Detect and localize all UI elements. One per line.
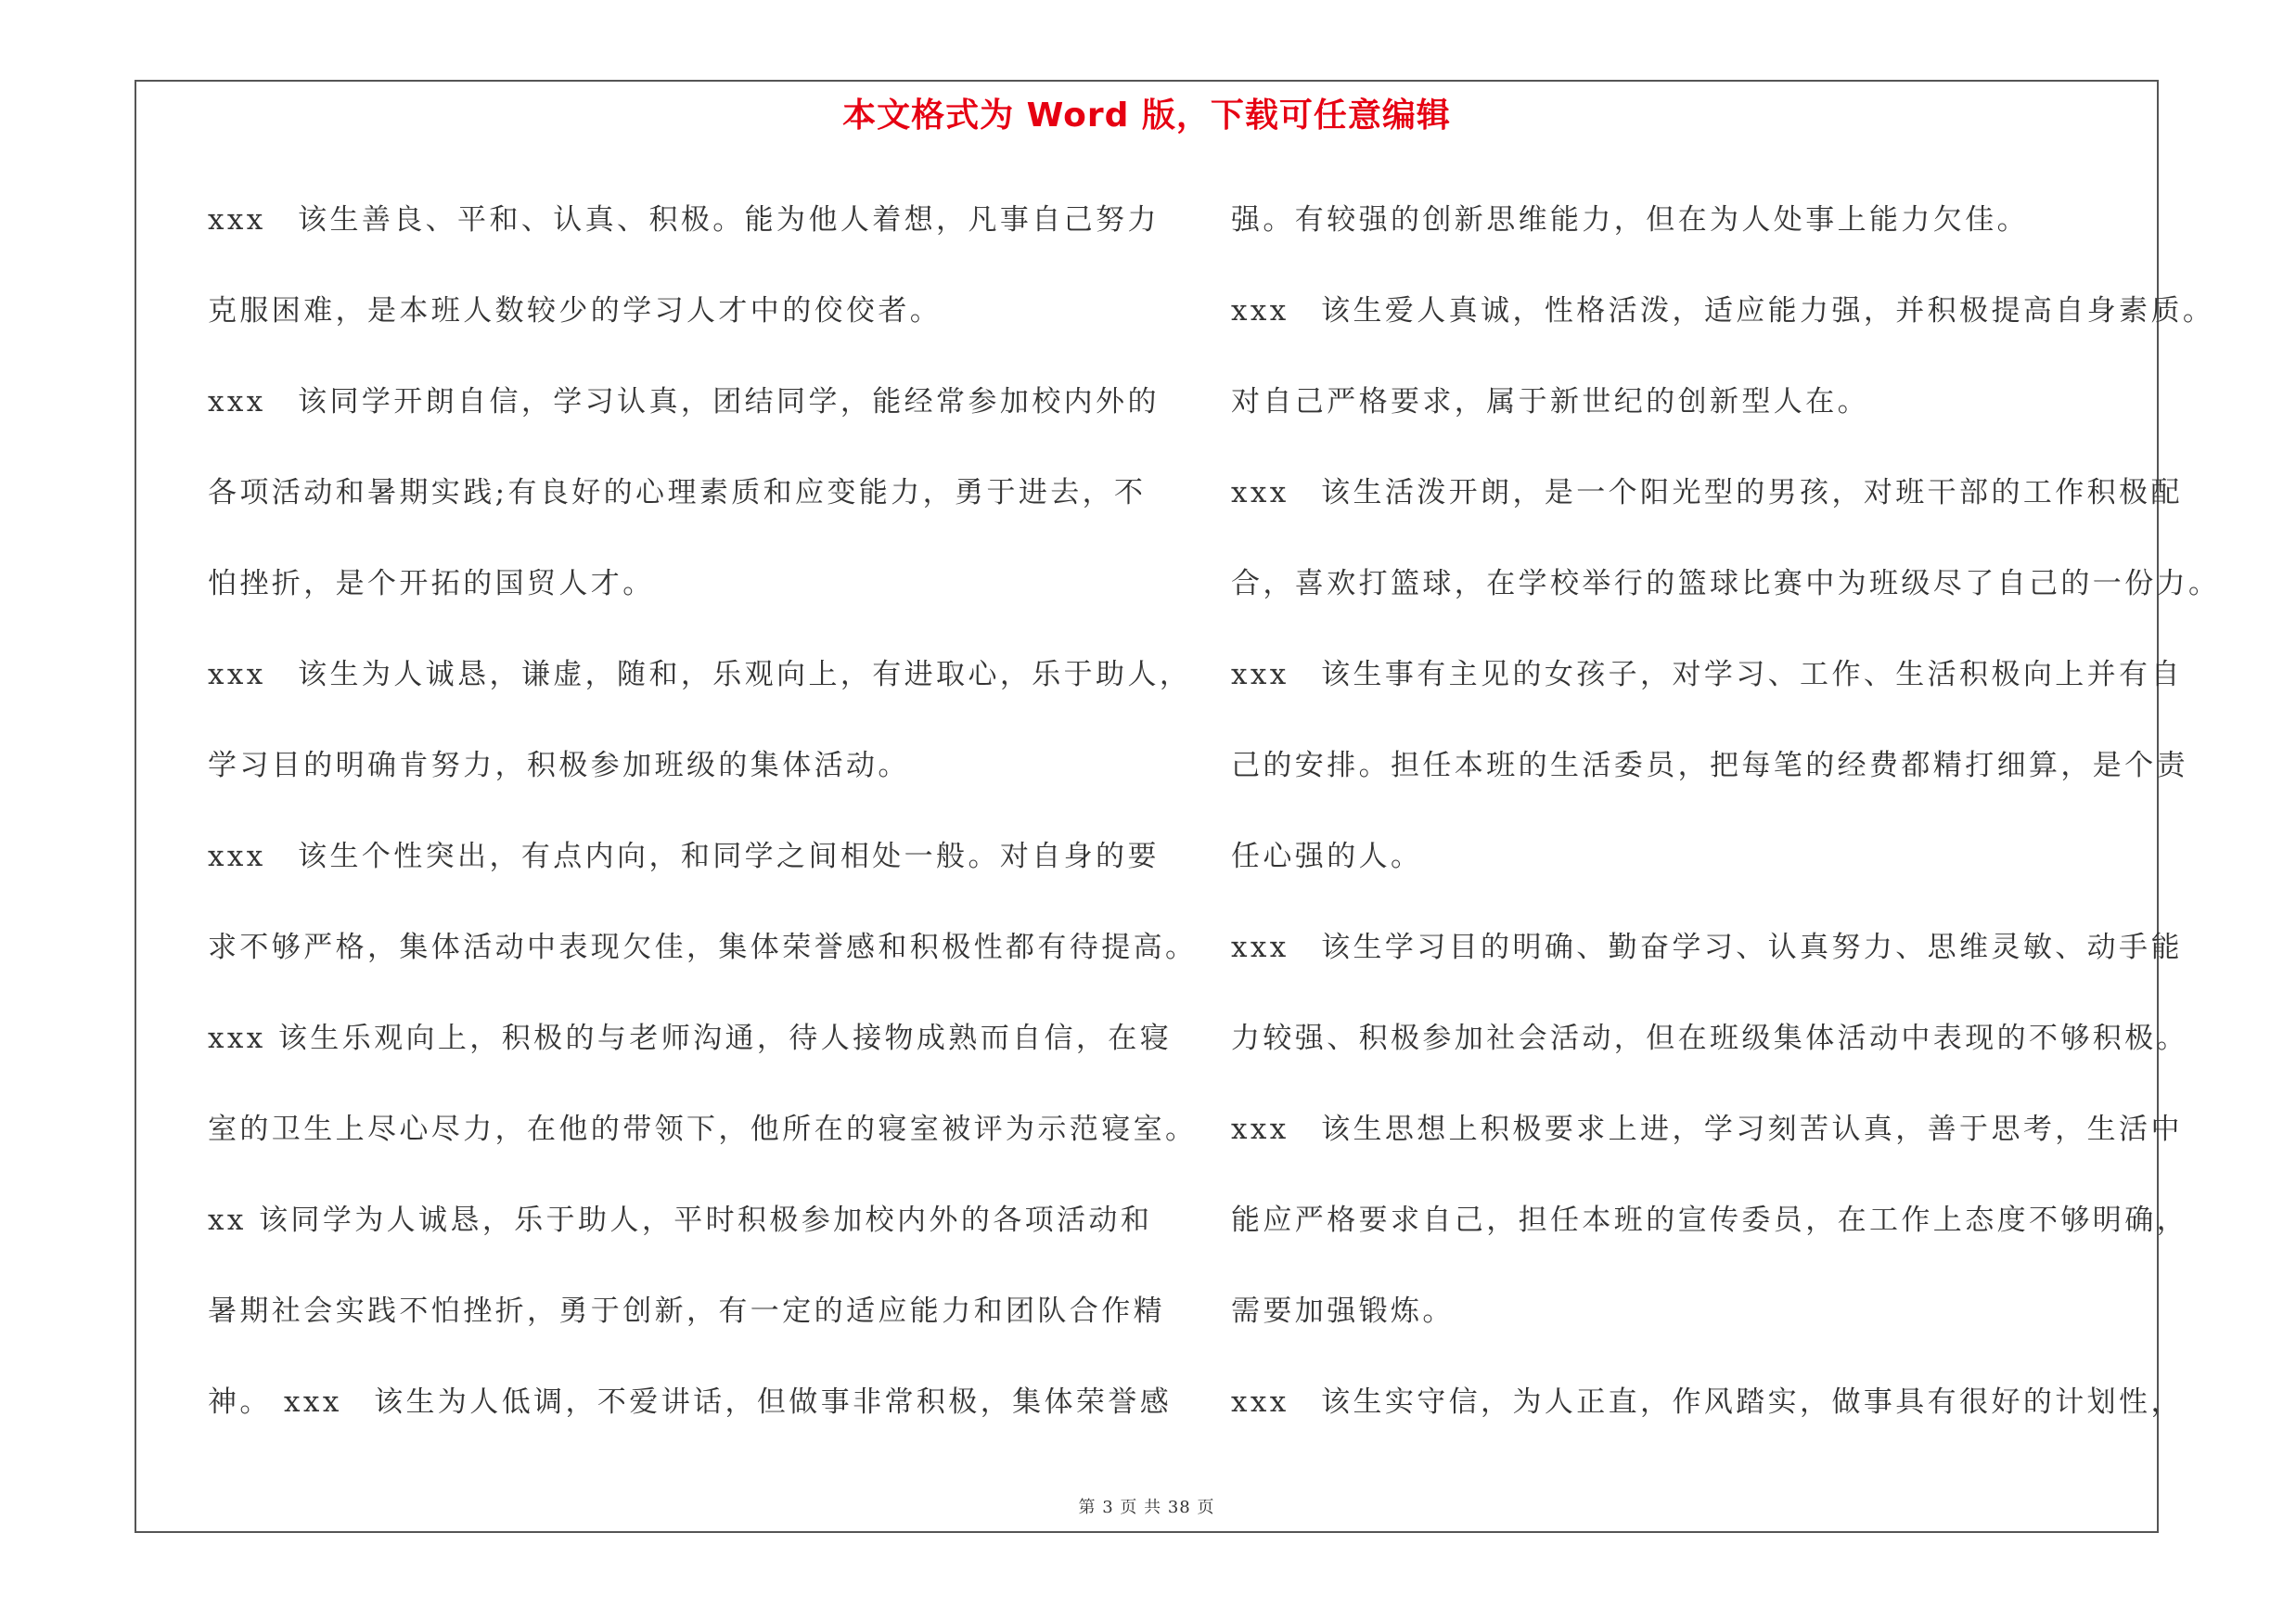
text-line: 室的卫生上尽心尽力，在他的带领下，他所在的寝室被评为示范寝室。 [208, 1113, 1198, 1146]
text-line: xxx 该生事有主见的女孩子，对学习、工作、生活积极向上并有自 [1231, 658, 2183, 691]
text-line: 学习目的明确肯努力，积极参加班级的集体活动。 [208, 749, 910, 782]
text-line: 求不够严格，集体活动中表现欠佳，集体荣誉感和积极性都有待提高。 [208, 931, 1198, 964]
text-line: 合，喜欢打篮球，在学校举行的篮球比赛中为班级尽了自己的一份力。 [1231, 567, 2221, 600]
text-line: 克服困难，是本班人数较少的学习人才中的佼佼者。 [208, 294, 943, 328]
left-column [208, 174, 1198, 1448]
right-column [1231, 174, 2221, 1448]
text-line: 怕挫折，是个开拓的国贸人才。 [208, 567, 655, 600]
text-line: xxx 该生为人诚恳，谦虚，随和，乐观向上，有进取心，乐于助人， [208, 658, 1192, 691]
text-line: xxx 该生学习目的明确、勤奋学习、认真努力、思维灵敏、动手能 [1231, 931, 2183, 964]
text-line: 力较强、积极参加社会活动，但在班级集体活动中表现的不够积极。 [1231, 1022, 2188, 1055]
text-line: 神。 xxx 该生为人低调，不爱讲话，但做事非常积极，集体荣誉感 [208, 1385, 1173, 1419]
text-line: 需要加强锻炼。 [1231, 1295, 1455, 1328]
text-line: xxx 该生个性突出，有点内向，和同学之间相处一般。对自身的要 [208, 840, 1160, 873]
header-banner: 本文格式为 Word 版，下载可任意编辑 [842, 97, 1451, 135]
text-line: 暑期社会实践不怕挫折，勇于创新，有一定的适应能力和团队合作精 [208, 1295, 1165, 1328]
text-line: 对自己严格要求，属于新世纪的创新型人在。 [1231, 385, 1869, 419]
text-line: 强。有较强的创新思维能力，但在为人处事上能力欠佳。 [1231, 203, 2029, 237]
text-line: xx 该同学为人诚恳，乐于助人，平时积极参加校内外的各项活动和 [208, 1204, 1153, 1237]
text-line: 各项活动和暑期实践;有良好的心理素质和应变能力，勇于进去，不 [208, 476, 1147, 509]
text-line: xxx 该生善良、平和、认真、积极。能为他人着想，凡事自己努力 [208, 203, 1160, 237]
text-line: 己的安排。担任本班的生活委员，把每笔的经费都精打细算，是个责 [1231, 749, 2188, 782]
text-line: xxx 该生乐观向上，积极的与老师沟通，待人接物成熟而自信，在寝 [208, 1022, 1173, 1055]
text-line: 任心强的人。 [1231, 840, 1423, 873]
text-line: xxx 该生活泼开朗，是一个阳光型的男孩，对班干部的工作积极配 [1231, 476, 2183, 509]
page-number: 第 3 页 共 38 页 [1078, 1498, 1215, 1517]
text-line: 能应严格要求自己，担任本班的宣传委员，在工作上态度不够明确， [1231, 1204, 2188, 1237]
text-line: xxx 该生思想上积极要求上进，学习刻苦认真，善于思考，生活中 [1231, 1113, 2183, 1146]
page-frame [135, 80, 2221, 1533]
text-line: xxx 该生实守信，为人正直，作风踏实，做事具有很好的计划性， [1231, 1385, 2183, 1419]
text-line: xxx 该生爱人真诚，性格活泼，适应能力强，并积极提高自身素质。 [1231, 294, 2215, 328]
text-line: xxx 该同学开朗自信，学习认真，团结同学，能经常参加校内外的 [208, 385, 1160, 419]
